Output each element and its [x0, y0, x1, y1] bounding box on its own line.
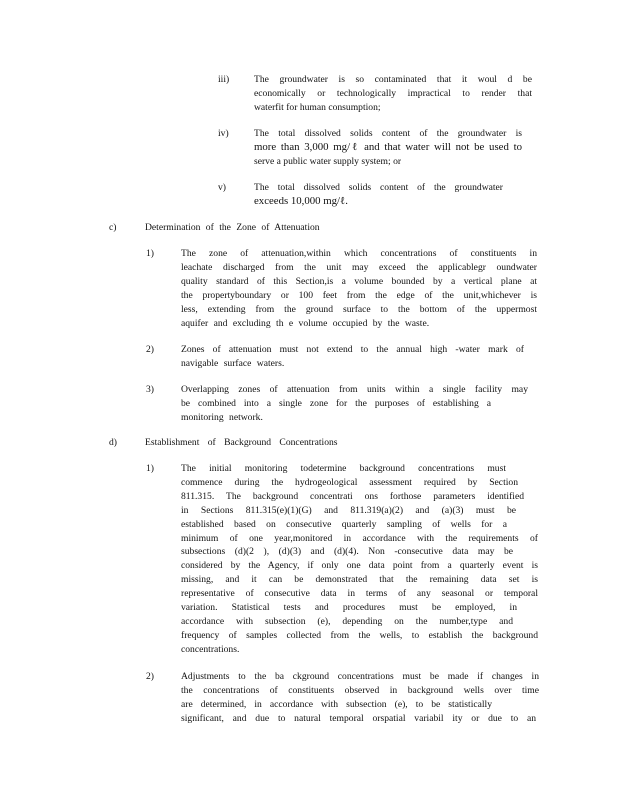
text-line: established based on consecutive quarterly sampling of wells for a: [181, 518, 507, 530]
text-line: considered by the Agency, if only one data point from a quarterly event is: [181, 560, 538, 572]
section-title: [145, 436, 409, 450]
text-line: The initial monitoring todetermine background concentrations must: [181, 463, 506, 474]
text-line: exceeds 10,000 mg/ℓ.: [254, 194, 348, 207]
text-line: The groundwater is so contaminated that it woul d be: [254, 74, 532, 85]
section-heading-c: [109, 221, 409, 235]
text-line: variation. Statistical tests and procedures must be employed, in: [181, 602, 517, 614]
text-line: serve a public water supply system; or: [254, 155, 402, 167]
list-item-d-2: [146, 670, 539, 726]
text-line: aquifer and excluding th e volume occupied by the waste.: [181, 317, 430, 329]
list-marker: 3): [146, 384, 154, 395]
item-text: [181, 670, 539, 726]
text-line: Adjustments to the ba ckground concentrations must be made if changes in: [181, 671, 539, 682]
text-line: be combined into a single zone for the purposes of establishing a: [181, 397, 491, 409]
text-line: representative of consecutive data in terms of any seasonal or temporal: [181, 588, 538, 600]
item-text: [181, 343, 524, 371]
list-marker: v): [218, 182, 226, 193]
section-title: [145, 221, 409, 235]
list-item-c-2: [146, 343, 524, 371]
text-line: economically or technologically impractical to render that: [254, 87, 532, 99]
list-item-iv: [218, 127, 522, 169]
text-line: The zone of attenuation,within which concentrations of constituents in: [181, 248, 537, 259]
text-line: The total dissolved solids content of the groundwater is: [254, 128, 522, 139]
text-line: missing, and it can be demonstrated that the remaining data set is: [181, 574, 538, 586]
item-text: [181, 247, 537, 330]
text-line: concentrations.: [181, 643, 240, 655]
text-line: commence during the hydrogeological assessment required by Section: [181, 476, 518, 488]
list-marker: iv): [218, 128, 229, 139]
text-line: subsections (d)(2 ), (d)(3) and (d)(4). Non -consecutive data may be: [181, 546, 513, 558]
section-heading-d: [109, 436, 409, 450]
list-item-v: [218, 181, 503, 209]
text-line: The total dissolved solids content of the groundwater: [254, 182, 503, 193]
item-text: [254, 73, 532, 115]
list-marker: 2): [146, 344, 154, 355]
item-text: [181, 383, 528, 425]
list-marker: 2): [146, 671, 154, 682]
text-line: accordance with subsection (e), depending on the number,type and: [181, 615, 513, 627]
text-line: quality standard of this Section,is a volume bounded by a vertical plane at: [181, 275, 537, 287]
text-line: Overlapping zones of attenuation from units within a single facility may: [181, 384, 528, 395]
item-text: [254, 127, 522, 169]
list-item-d-1: [146, 462, 538, 657]
text-line: Zones of attenuation must not extend to the annual high -water mark of: [181, 344, 524, 355]
text-line: waterfit for human consumption;: [254, 101, 381, 113]
text-line: monitoring network.: [181, 411, 263, 423]
list-item-c-1: [146, 247, 537, 330]
list-marker: iii): [218, 74, 230, 85]
text-line: significant, and due to natural temporal orspatial variabil ity or due to an: [181, 712, 536, 724]
text-line: minimum of one year,monitored in accordance with the requirements of: [181, 532, 538, 544]
text-line: less, extending from the ground surface to the bottom of the uppermost: [181, 303, 537, 315]
text-line: more than 3,000 mg/ℓ and that water will not be used to: [254, 140, 522, 153]
text-line: 811.315. The background concentrati ons forthose parameters identified: [181, 490, 524, 502]
list-item-c-3: [146, 383, 528, 425]
text-line: Establishment of Background Concentrations: [145, 437, 338, 448]
item-text: [254, 181, 503, 209]
list-marker: 1): [146, 463, 154, 474]
list-item-iii: [218, 73, 532, 115]
text-line: Determination of the Zone of Attenuation: [145, 222, 320, 233]
list-marker: 1): [146, 248, 154, 259]
text-line: in Sections 811.315(e)(1)(G) and 811.319(a)(2) and (a)(3) must be: [181, 504, 516, 516]
text-line: navigable surface waters.: [181, 357, 285, 369]
text-line: are determined, in accordance with subsection (e), to be statistically: [181, 698, 492, 710]
text-line: leachate discharged from the unit may exceed the applicablegr oundwater: [181, 261, 537, 273]
text-line: the concentrations of constituents observed in background wells over time: [181, 684, 539, 696]
section-marker: d): [109, 437, 117, 448]
text-line: the propertyboundary or 100 feet from the edge of the unit,whichever is: [181, 289, 537, 301]
section-marker: c): [109, 222, 117, 233]
text-line: frequency of samples collected from the wells, to establish the background: [181, 629, 538, 641]
item-text: [181, 462, 538, 657]
